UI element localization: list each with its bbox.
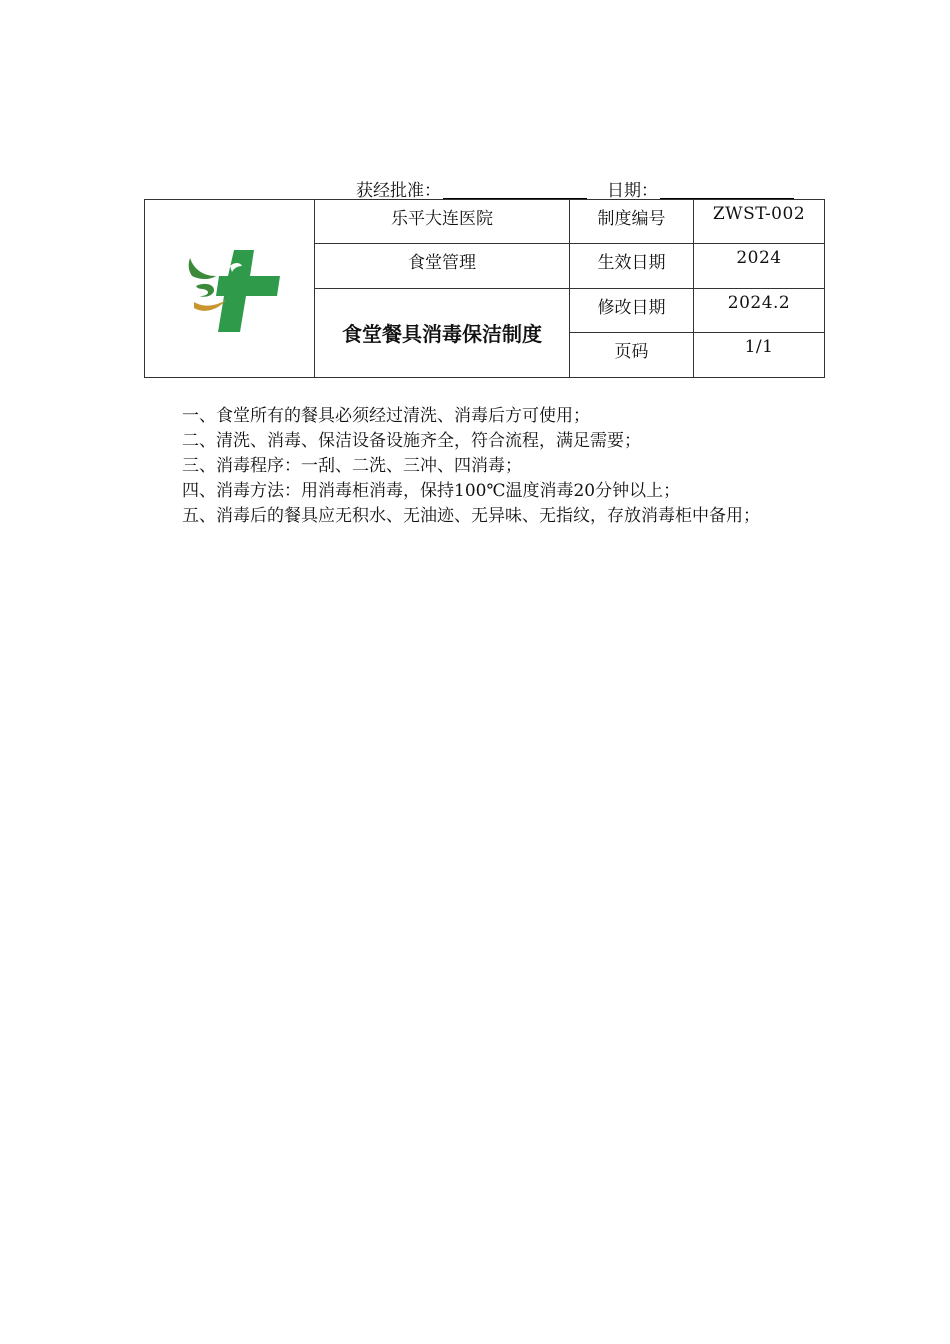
policy-body: [144, 404, 814, 529]
document-header-table: [144, 199, 825, 378]
field-value-doc-number: ZWST-002: [694, 200, 825, 244]
cross-icon: [216, 250, 280, 332]
policy-item: 三、消毒程序：一刮、二洗、三冲、四消毒；: [182, 456, 522, 476]
logo-cell: [145, 200, 315, 378]
policy-item: 一、食堂所有的餐具必须经过清洗、消毒后方可使用；: [182, 406, 590, 426]
hospital-logo: [170, 236, 290, 336]
org-name-cell: 乐平大连医院: [315, 200, 570, 244]
approved-label: 获经批准：: [356, 181, 441, 201]
policy-item: 五、消毒后的餐具应无积水、无油迹、无异味、无指纹，存放消毒柜中备用；: [182, 506, 760, 526]
field-value-effective-date: 2024: [694, 244, 825, 289]
document-title: 食堂餐具消毒保洁制度: [315, 289, 570, 378]
approved-signature-blank[interactable]: [443, 180, 587, 199]
field-label-effective-date: 生效日期: [570, 244, 694, 289]
policy-item: 四、消毒方法：用消毒柜消毒，保持100℃温度消毒20分钟以上；: [182, 481, 681, 501]
field-label-doc-number: 制度编号: [570, 200, 694, 244]
date-label: 日期：: [607, 181, 658, 201]
approval-line: [356, 176, 794, 201]
field-value-page: 1/1: [694, 333, 825, 378]
field-label-page: 页码: [570, 333, 694, 378]
field-label-revision-date: 修改日期: [570, 289, 694, 333]
category-cell: 食堂管理: [315, 244, 570, 289]
field-value-revision-date: 2024.2: [694, 289, 825, 333]
policy-item: 二、清洗、消毒、保洁设备设施齐全，符合流程，满足需要；: [182, 431, 641, 451]
date-blank[interactable]: [660, 180, 794, 199]
